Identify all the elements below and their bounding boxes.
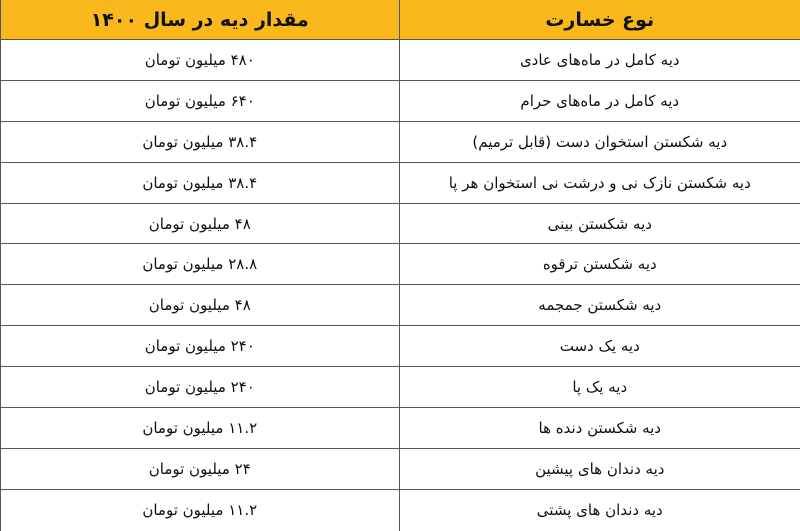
diyeh-amount-cell: ۲۴۰ میلیون تومان <box>144 337 255 356</box>
diyeh-amount-cell: ۳۸.۴ میلیون تومان <box>142 132 258 151</box>
table-header <box>1 0 800 40</box>
diyeh-amount-cell: ۶۴۰ میلیون تومان <box>144 91 255 110</box>
damage-type-cell: دیه شکستن دنده ها <box>399 408 800 448</box>
diyeh-amount-cell: ۲۴ میلیون تومان <box>148 459 251 478</box>
damage-type-cell: دیه کامل در ماه‌های عادی <box>399 40 800 80</box>
table-row <box>1 367 800 408</box>
diyeh-amount-cell: ۳۸.۴ میلیون تومان <box>142 173 258 192</box>
table-row <box>1 40 800 81</box>
damage-type-cell: دیه دندان های پشتی <box>399 490 800 531</box>
table-row <box>1 244 800 285</box>
header-damage-type: نوع خسارت <box>399 0 800 39</box>
diyeh-amount-cell: ۱۱.۲ میلیون تومان <box>142 501 258 520</box>
diyeh-amount-cell: ۲۸.۸ میلیون تومان <box>142 255 258 274</box>
table-row <box>1 408 800 449</box>
damage-type-cell: دیه شکستن استخوان دست (قابل ترمیم) <box>399 122 800 162</box>
table-row <box>1 163 800 204</box>
damage-type-cell: دیه یک دست <box>399 326 800 366</box>
diyeh-amount-cell: ۱۱.۲ میلیون تومان <box>142 418 258 437</box>
table-row <box>1 285 800 326</box>
damage-type-cell: دیه دندان های پیشین <box>399 449 800 489</box>
damage-type-cell: دیه شکستن نازک نی و درشت نی استخوان هر پا <box>399 163 800 203</box>
damage-type-cell: دیه شکستن بینی <box>399 204 800 244</box>
table-row <box>1 449 800 490</box>
damage-type-cell: دیه یک پا <box>399 367 800 407</box>
diyeh-amount-cell: ۲۴۰ میلیون تومان <box>144 378 255 397</box>
table-row <box>1 122 800 163</box>
diyeh-amount-cell: ۴۸ میلیون تومان <box>148 296 251 315</box>
damage-type-cell: دیه شکستن ترقوه <box>399 244 800 284</box>
diyeh-amount-cell: ۴۸۰ میلیون تومان <box>144 50 255 69</box>
table-row <box>1 326 800 367</box>
header-diyeh-amount: مقدار دیه در سال ۱۴۰۰ <box>90 8 309 31</box>
table-row <box>1 490 800 531</box>
diyeh-amount-cell: ۴۸ میلیون تومان <box>148 214 251 233</box>
table-row <box>1 81 800 122</box>
table-row <box>1 204 800 245</box>
table-body <box>1 40 800 531</box>
damage-type-cell: دیه شکستن جمجمه <box>399 285 800 325</box>
damage-type-cell: دیه کامل در ماه‌های حرام <box>399 81 800 121</box>
